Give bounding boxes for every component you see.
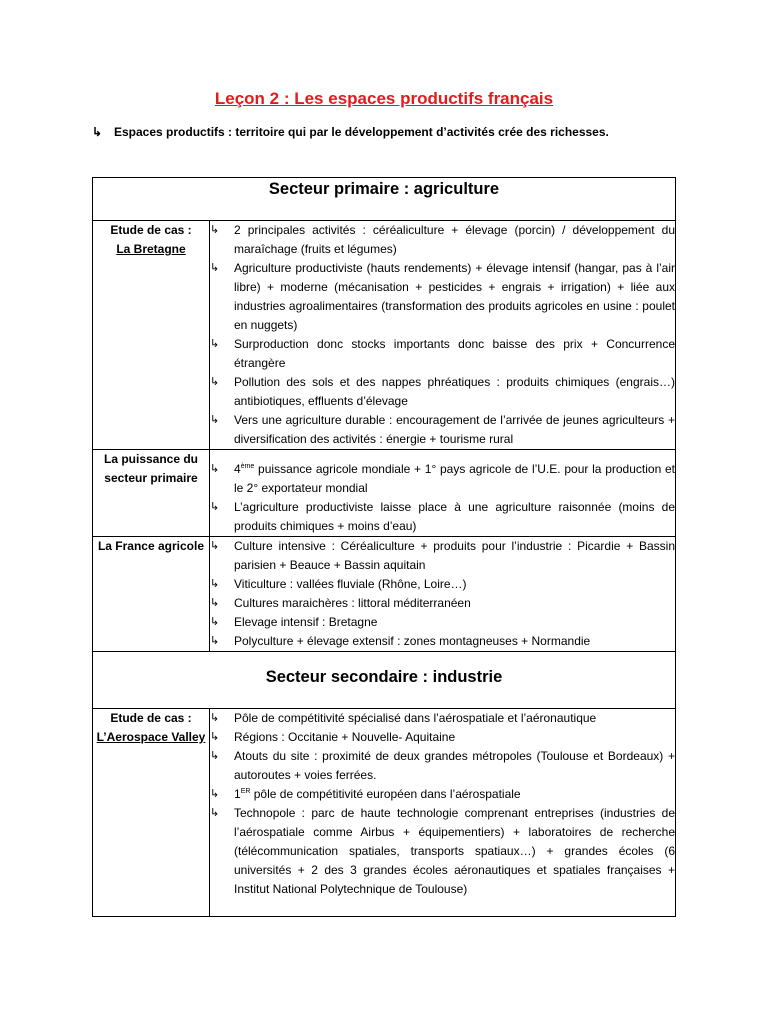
list-item-text: Cultures maraichères : littoral méditerranéen	[234, 596, 471, 610]
list-item	[210, 221, 675, 259]
row-label-top: La puissance du secteur primaire	[103, 452, 199, 485]
bullet-list	[210, 221, 675, 449]
list-item-text: Culture intensive : Céréaliculture + produits pour l’industrie : Picardie + Bassin parisien + Beauce + Bassin aquitain	[234, 539, 675, 572]
row-label-france-agricole	[93, 537, 210, 652]
row-content-puissance	[210, 450, 676, 537]
list-item	[210, 373, 675, 411]
list-item-text: 4	[234, 462, 241, 476]
list-item-text: Atouts du site : proximité de deux grandes métropoles (Toulouse et Bordeaux) + autoroutes + voies ferrées.	[234, 749, 675, 782]
arrow-bullet-icon: ↳	[210, 788, 220, 800]
list-item	[210, 594, 675, 613]
arrow-bullet-icon: ↳	[210, 224, 220, 236]
list-item-text: puissance agricole mondiale + 1° pays agricole de l’U.E. pour la production et le 2° exportateur mondial	[234, 462, 675, 495]
row-label-bretagne	[93, 221, 210, 450]
bullet-list	[210, 709, 675, 899]
list-item-text: Elevage intensif : Bretagne	[234, 615, 378, 629]
lesson-table	[92, 177, 676, 917]
list-item-text: L’agriculture productiviste laisse place à une agriculture raisonnée (moins de produits chimiques + moins d’eau)	[234, 500, 675, 533]
list-item	[210, 785, 675, 804]
superscript: ER	[240, 788, 251, 795]
arrow-bullet-icon: ↳	[210, 731, 220, 743]
row-label-link: L’Aerospace Valley	[96, 730, 206, 744]
arrow-bullet-icon: ↳	[210, 338, 220, 350]
list-item	[210, 460, 675, 498]
row-content-france-agricole	[210, 537, 676, 652]
list-item	[210, 632, 675, 651]
arrow-bullet-icon: ↳	[210, 616, 220, 628]
arrow-bullet-icon: ↳	[210, 635, 220, 647]
arrow-bullet-icon: ↳	[210, 807, 220, 819]
list-item	[210, 747, 675, 785]
row-label-top: Etude de cas :	[110, 711, 192, 725]
list-item	[210, 709, 675, 728]
list-item-text: Vers une agriculture durable : encouragement de l’arrivée de jeunes agriculteurs + diversification des activités : énergie + tourisme rural	[234, 413, 675, 446]
row-label-link: La Bretagne	[116, 242, 186, 256]
page-title: Leçon 2 : Les espaces productifs français	[214, 89, 554, 108]
list-item	[210, 728, 675, 747]
arrow-bullet-icon: ↳	[210, 750, 220, 762]
list-item-text: Régions : Occitanie + Nouvelle- Aquitaine	[234, 730, 456, 744]
list-item-text: Agriculture productiviste (hauts rendements) + élevage intensif (hangar, pas à l’air libre) + moderne (mécanisation + pesticides + engrais + irrigation) + liée aux industries agroalimentaires (transformation des produits agricoles en usine : poulet en nuggets)	[234, 261, 675, 332]
list-item	[210, 335, 675, 373]
arrow-bullet-icon: ↳	[210, 578, 220, 590]
arrow-bullet-icon: ↳	[210, 463, 220, 475]
superscript: ème	[240, 463, 255, 470]
section-header-primary: Secteur primaire : agriculture	[93, 178, 676, 221]
bullet-list	[210, 537, 675, 651]
row-content-bretagne	[210, 221, 676, 450]
list-item-text: Viticulture : vallées fluviale (Rhône, Loire…)	[234, 577, 467, 591]
list-item-text: Pollution des sols et des nappes phréatiques : produits chimiques (engrais…) antibiotiques, effluents d’élevage	[234, 375, 675, 408]
arrow-bullet-icon: ↳	[210, 414, 220, 426]
row-label-aerospace	[93, 709, 210, 917]
list-item-text: Technopole : parc de haute technologie comprenant entreprises (industries de l’aérospatiale comme Airbus + équipementiers) + laboratoires de recherche (télécommunication spatiales, transports spatiaux…) + grandes écoles (6 universités + 2 des 3 grandes écoles aéronautiques et spatiales françaises + Institut National Polytechnique de Toulouse)	[234, 806, 675, 896]
list-item-text: Surproduction donc stocks importants donc baisse des prix + Concurrence étrangère	[234, 337, 675, 370]
list-item-text: pôle de compétitivité européen dans l’aérospatiale	[250, 787, 521, 801]
arrow-bullet-icon: ↳	[210, 262, 220, 274]
list-item	[210, 537, 675, 575]
list-item	[210, 411, 675, 449]
list-item-text: 2 principales activités : céréaliculture + élevage (porcin) / développement du maraîchage (fruits et légumes)	[234, 223, 675, 256]
list-item	[210, 613, 675, 632]
row-content-aerospace	[210, 709, 676, 917]
arrow-bullet-icon: ↳	[210, 712, 220, 724]
list-item	[210, 575, 675, 594]
definition	[92, 125, 609, 139]
arrow-bullet-icon: ↳	[210, 597, 220, 609]
arrow-bullet-icon: ↳	[210, 376, 220, 388]
list-item-text: Pôle de compétitivité spécialisé dans l’aérospatiale et l’aéronautique	[234, 711, 597, 725]
list-item	[210, 498, 675, 536]
list-item	[210, 804, 675, 899]
list-item-text: 1	[234, 787, 241, 801]
arrow-bullet-icon: ↳	[210, 540, 220, 552]
definition-text: Espaces productifs : territoire qui par le développement d’activités crée des richesses.	[114, 125, 609, 139]
row-label-top: Etude de cas :	[110, 223, 192, 237]
arrow-bullet-icon: ↳	[210, 501, 220, 513]
list-item	[210, 259, 675, 335]
row-label-top: La France agricole	[97, 539, 205, 553]
arrow-bullet-icon: ↳	[92, 125, 103, 139]
bullet-list	[210, 460, 675, 536]
row-label-puissance	[93, 450, 210, 537]
section-header-secondary: Secteur secondaire : industrie	[93, 652, 676, 709]
list-item-text: Polyculture + élevage extensif : zones montagneuses + Normandie	[234, 634, 591, 648]
